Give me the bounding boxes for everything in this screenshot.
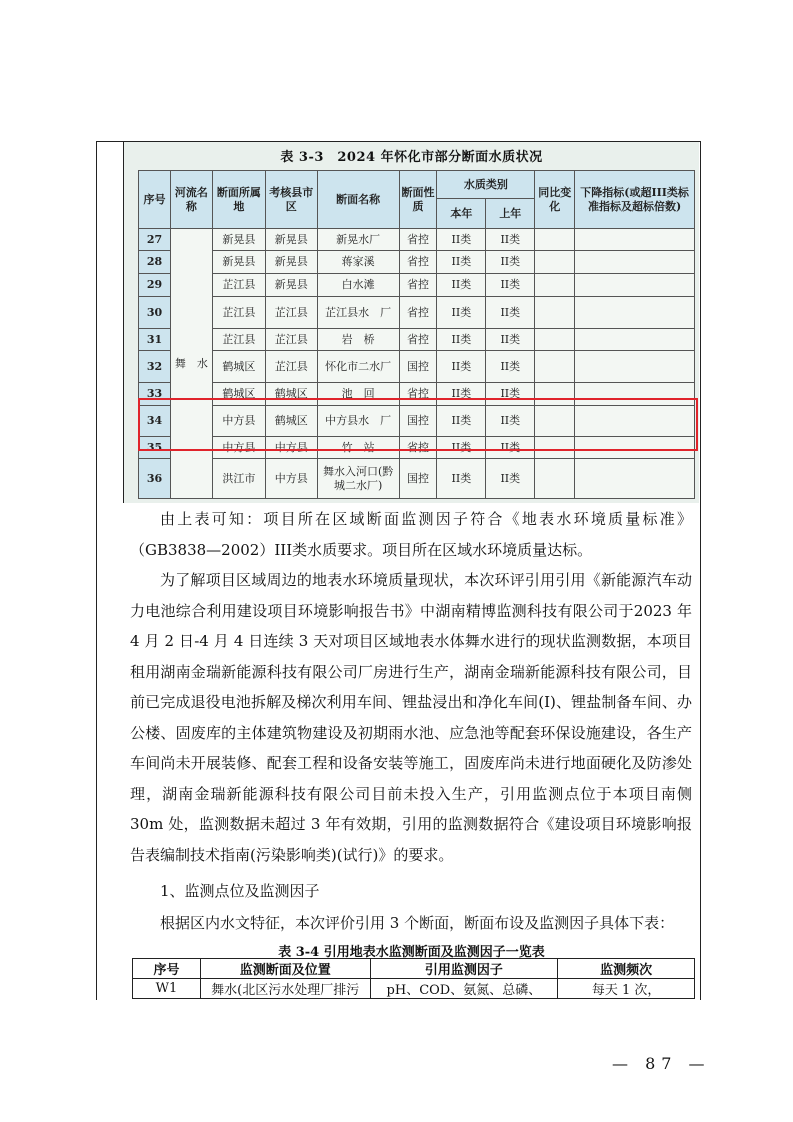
table-3-3-title: 表 3-3 2024 年怀化市部分断面水质状况	[280, 150, 543, 165]
row-seq: 27	[139, 229, 171, 251]
row-county: 新晃县	[265, 274, 317, 297]
header-factors: 引用监测因子	[370, 959, 558, 979]
row-factors: pH、COD、氨氮、总磷、	[370, 979, 558, 999]
row-last-year: II类	[486, 329, 535, 351]
row-location: 中方县	[212, 406, 265, 437]
row-this-year: II类	[437, 383, 486, 406]
row-this-year: II类	[437, 351, 486, 383]
row-change	[535, 329, 575, 351]
row-change	[535, 229, 575, 251]
row-decline	[575, 274, 695, 297]
row-last-year: II类	[486, 406, 535, 437]
row-nature: 省控	[399, 274, 437, 297]
highlight-box-rows-34-35	[138, 398, 698, 451]
row-location: 新晃县	[212, 229, 265, 251]
header-frequency: 监测频次	[558, 959, 695, 979]
row-nature: 省控	[399, 383, 437, 406]
paragraph-monitoring-source: 为了解项目区域周边的地表水环境质量现状，本次环评引用引用《新能源汽车动力电池综合利用建设项目环境影响报告书》中湖南精博监测科技有限公司于2023 年 4 月 2 日-4 月 4 日连续 3 天对项目区域地表水体舞水进行的现状监测数据，本项目租用湖南金瑞新能源科技有限公司厂房进行生产，湖南金瑞新能源科技有限公司，目前已完成退役电池拆解及梯次利用车间、锂盐浸出和净化车间(I)、锂盐制备车间、办公楼、固废库的主体建筑物建设及初期雨水池、应急池等配套环保设施建设，各生产车间尚未开展装修、配套工程和设备安装等施工，固废库尚未进行地面硬化及防渗处理，湖南金瑞新能源科技有限公司目前未投入生产，引用监测点位于本项目南侧 30m 处，监测数据未超过 3 年有效期，引用的监测数据符合《建设项目环境影响报告表编制技术指南(污染影响类)(试行)》的要求。	[130, 571, 692, 864]
paragraph-conclusion: 由上表可知：项目所在区域断面监测因子符合《地表水环境质量标准》（GB3838—2002）III类水质要求。项目所在区域水环境质量达标。	[130, 510, 692, 559]
row-county: 芷江县	[265, 329, 317, 351]
row-this-year: II类	[437, 297, 486, 329]
river-name-cell: 舞 水	[170, 229, 212, 499]
row-nature: 省控	[399, 437, 437, 459]
row-section: 竹 站	[317, 437, 399, 459]
row-nature: 国控	[399, 351, 437, 383]
row-last-year: II类	[486, 437, 535, 459]
row-nature: 省控	[399, 229, 437, 251]
row-decline	[575, 329, 695, 351]
row-location: 鹤城区	[212, 383, 265, 406]
row-section: 芷江县水 厂	[317, 297, 399, 329]
header-seq: 序号	[133, 959, 201, 979]
row-decline	[575, 251, 695, 274]
header-seq: 序号	[139, 171, 171, 229]
row-seq: 28	[139, 251, 171, 274]
row-section: 新晃水厂	[317, 229, 399, 251]
row-change	[535, 274, 575, 297]
row-last-year: II类	[486, 459, 535, 499]
row-section: 舞水入河口(黔城二水厂)	[317, 459, 399, 499]
row-section: 白水滩	[317, 274, 399, 297]
paragraph-sections-intro: 根据区内水文特征，本次评价引用 3 个断面，断面布设及监测因子具体下表：	[160, 914, 675, 932]
row-county: 芷江县	[265, 297, 317, 329]
row-county: 新晃县	[265, 251, 317, 274]
row-this-year: II类	[437, 274, 486, 297]
row-decline	[575, 459, 695, 499]
header-county: 考核县市区	[265, 171, 317, 229]
table-row	[139, 297, 695, 329]
row-location: 新晃县	[212, 251, 265, 274]
header-river: 河流名称	[170, 171, 212, 229]
row-last-year: II类	[486, 383, 535, 406]
row-seq: 35	[139, 437, 171, 459]
row-nature: 省控	[399, 329, 437, 351]
row-location: 芷江县	[212, 329, 265, 351]
row-seq: 31	[139, 329, 171, 351]
row-location: 洪江市	[212, 459, 265, 499]
row-location: 鹤城区	[212, 351, 265, 383]
row-last-year: II类	[486, 297, 535, 329]
row-change	[535, 351, 575, 383]
row-county: 芷江县	[265, 351, 317, 383]
row-change	[535, 251, 575, 274]
header-last-year: 上年	[486, 199, 535, 229]
row-decline	[575, 229, 695, 251]
header-nature: 断面性质	[399, 171, 437, 229]
header-change: 同比变化	[535, 171, 575, 229]
row-county: 新晃县	[265, 229, 317, 251]
row-last-year: II类	[486, 229, 535, 251]
table-row	[133, 979, 695, 999]
row-change	[535, 459, 575, 499]
table-row	[139, 351, 695, 383]
row-this-year: II类	[437, 229, 486, 251]
row-decline	[575, 297, 695, 329]
row-frequency: 每天 1 次，	[558, 979, 695, 999]
row-county: 鹤城区	[265, 406, 317, 437]
header-section-location: 监测断面及位置	[200, 959, 370, 979]
row-section: 岩 桥	[317, 329, 399, 351]
header-this-year: 本年	[437, 199, 486, 229]
row-nature: 国控	[399, 406, 437, 437]
row-section-location: 舞水(北区污水处理厂排污	[200, 979, 370, 999]
header-location: 断面所属地	[212, 171, 265, 229]
table-row	[139, 459, 695, 499]
row-section: 池 回	[317, 383, 399, 406]
row-location: 中方县	[212, 437, 265, 459]
row-seq: 36	[139, 459, 171, 499]
row-county: 鹤城区	[265, 383, 317, 406]
row-nature: 国控	[399, 459, 437, 499]
row-this-year: II类	[437, 251, 486, 274]
page-number: — 87 —	[612, 1054, 711, 1073]
row-section: 中方县水 厂	[317, 406, 399, 437]
monitoring-table	[132, 958, 695, 999]
row-change	[535, 297, 575, 329]
table-row	[139, 251, 695, 274]
row-seq: 32	[139, 351, 171, 383]
row-seq: 29	[139, 274, 171, 297]
row-this-year: II类	[437, 406, 486, 437]
row-seq: 30	[139, 297, 171, 329]
row-last-year: II类	[486, 274, 535, 297]
row-this-year: II类	[437, 437, 486, 459]
row-county: 中方县	[265, 437, 317, 459]
section-heading-monitoring-points: 1、监测点位及监测因子	[160, 882, 320, 900]
row-seq: 34	[139, 406, 171, 437]
row-this-year: II类	[437, 329, 486, 351]
header-section: 断面名称	[317, 171, 399, 229]
header-quality: 水质类别	[437, 171, 535, 199]
row-last-year: II类	[486, 251, 535, 274]
row-seq: 33	[139, 383, 171, 406]
table-row	[139, 329, 695, 351]
row-section: 蒋家溪	[317, 251, 399, 274]
row-location: 芷江县	[212, 297, 265, 329]
row-last-year: II类	[486, 351, 535, 383]
row-decline	[575, 351, 695, 383]
row-nature: 省控	[399, 251, 437, 274]
row-seq: W1	[133, 979, 201, 999]
header-decline: 下降指标(或超III类标准指标及超标倍数)	[575, 171, 695, 229]
row-nature: 省控	[399, 297, 437, 329]
row-this-year: II类	[437, 459, 486, 499]
table-row	[139, 229, 695, 251]
row-location: 芷江县	[212, 274, 265, 297]
row-section: 怀化市二水厂	[317, 351, 399, 383]
table-row	[139, 274, 695, 297]
table-3-4-title: 表 3-4 引用地表水监测断面及监测因子一览表	[278, 945, 545, 960]
row-county: 中方县	[265, 459, 317, 499]
